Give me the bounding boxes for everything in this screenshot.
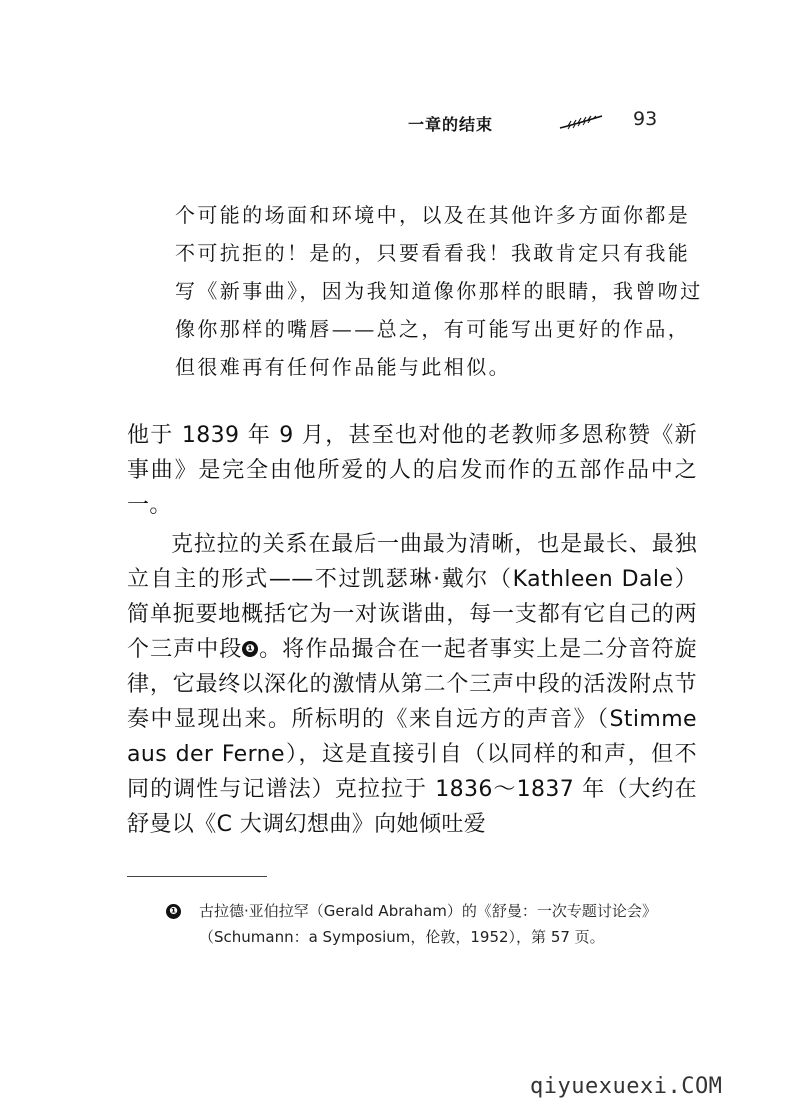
footnote-reference[interactable]: ❶ bbox=[242, 641, 258, 657]
paragraph-2-text-end: 。将作品撮合在一起者事实上是二分音符旋律，它最终以深化的激情从第二个三声中段的活泼附点节奏中显现出来。所标明的《来自远方的声音》（Stimme aus der Ferne），这是直接引自（以同样的和声，但不同的调性与记谱法）克拉拉于 1836～1837 年（大约在舒曼以《C 大调幻想曲》向她倾吐爱 bbox=[127, 637, 697, 837]
footnote-marker: ❶ bbox=[166, 904, 181, 919]
block-quote: 个可能的场面和环境中，以及在其他许多方面你都是不可抗拒的！是的，只要看看我！我敢肯定只有我能写《新事曲》，因为我知道像你那样的眼睛，我曾吻过像你那样的嘴唇——总之，有可能写出更好的作品，但很难再有任何作品能与此相似。 bbox=[175, 203, 703, 379]
running-header bbox=[408, 108, 708, 142]
site-watermark: qiyuexuexi.COM bbox=[530, 1074, 723, 1099]
running-title: 一章的结束 bbox=[408, 115, 494, 134]
page-number: 93 bbox=[633, 108, 658, 130]
footnote-text: 古拉德·亚伯拉罕（Gerald Abraham）的《舒曼：一次专题讨论会》（Schumann：a Symposium，伦敦，1952），第 57 页。 bbox=[199, 902, 657, 946]
body-paragraph-1: 他于 1839 年 9 月，甚至也对他的老教师多恩称赞《新事曲》是完全由他所爱的人的启发而作的五部作品中之一。 bbox=[127, 423, 697, 518]
footnote-divider bbox=[127, 876, 267, 877]
feather-ornament-icon bbox=[558, 114, 604, 134]
paragraph-2-text-start: 克拉拉的关系在最后一曲最为清晰，也是最长、最独立自主的形式——不过凯瑟琳·戴尔（Kathleen Dale）简单扼要地概括它为一对诙谐曲，每一支都有它自己的两个三声中段 bbox=[127, 532, 697, 662]
body-paragraph-2 bbox=[127, 527, 697, 842]
